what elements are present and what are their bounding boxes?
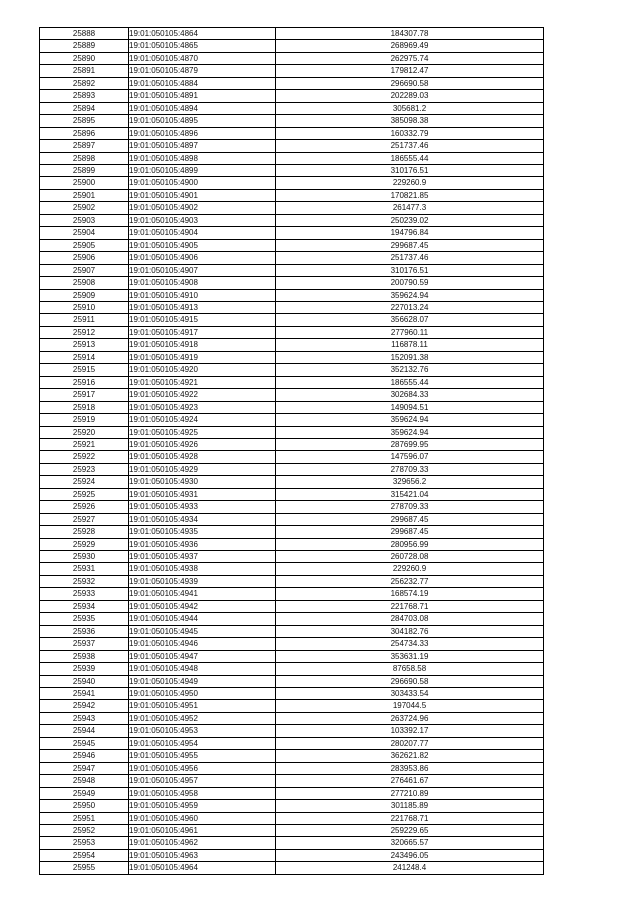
cadastral-number-cell: 19:01:050105:4956 xyxy=(129,762,276,774)
amount-cell: 277960.11 xyxy=(276,326,544,338)
cadastral-number-cell: 19:01:050105:4922 xyxy=(129,389,276,401)
row-number-cell: 25925 xyxy=(40,488,129,500)
row-number-cell: 25893 xyxy=(40,90,129,102)
amount-cell: 305681.2 xyxy=(276,102,544,114)
cadastral-number-cell: 19:01:050105:4884 xyxy=(129,77,276,89)
row-number-cell: 25943 xyxy=(40,712,129,724)
amount-cell: 254734.33 xyxy=(276,638,544,650)
amount-cell: 194796.84 xyxy=(276,227,544,239)
cadastral-number-cell: 19:01:050105:4959 xyxy=(129,800,276,812)
row-number-cell: 25941 xyxy=(40,688,129,700)
cadastral-number-cell: 19:01:050105:4906 xyxy=(129,252,276,264)
cadastral-number-cell: 19:01:050105:4894 xyxy=(129,102,276,114)
amount-cell: 261477.3 xyxy=(276,202,544,214)
amount-cell: 221768.71 xyxy=(276,812,544,824)
cadastral-number-cell: 19:01:050105:4929 xyxy=(129,463,276,475)
row-number-cell: 25926 xyxy=(40,501,129,513)
row-number-cell: 25942 xyxy=(40,700,129,712)
cadastral-number-cell: 19:01:050105:4891 xyxy=(129,90,276,102)
amount-cell: 299687.45 xyxy=(276,526,544,538)
row-number-cell: 25947 xyxy=(40,762,129,774)
row-number-cell: 25938 xyxy=(40,650,129,662)
cadastral-number-cell: 19:01:050105:4921 xyxy=(129,376,276,388)
row-number-cell: 25904 xyxy=(40,227,129,239)
cadastral-number-cell: 19:01:050105:4931 xyxy=(129,488,276,500)
row-number-cell: 25944 xyxy=(40,725,129,737)
table-row xyxy=(40,414,544,426)
cadastral-number-cell: 19:01:050105:4938 xyxy=(129,563,276,575)
cadastral-number-cell: 19:01:050105:4951 xyxy=(129,700,276,712)
cadastral-number-cell: 19:01:050105:4928 xyxy=(129,451,276,463)
table-row xyxy=(40,837,544,849)
table-row xyxy=(40,526,544,538)
table-row xyxy=(40,463,544,475)
table-row xyxy=(40,513,544,525)
table-row xyxy=(40,775,544,787)
row-number-cell: 25914 xyxy=(40,351,129,363)
amount-cell: 299687.45 xyxy=(276,513,544,525)
cadastral-number-cell: 19:01:050105:4915 xyxy=(129,314,276,326)
cadastral-number-cell: 19:01:050105:4949 xyxy=(129,675,276,687)
table-row xyxy=(40,551,544,563)
row-number-cell: 25888 xyxy=(40,28,129,40)
table-row xyxy=(40,376,544,388)
row-number-cell: 25940 xyxy=(40,675,129,687)
row-number-cell: 25900 xyxy=(40,177,129,189)
amount-cell: 284703.08 xyxy=(276,613,544,625)
table-row xyxy=(40,849,544,861)
table-row xyxy=(40,825,544,837)
row-number-cell: 25896 xyxy=(40,127,129,139)
cadastral-number-cell: 19:01:050105:4954 xyxy=(129,737,276,749)
amount-cell: 179812.47 xyxy=(276,65,544,77)
row-number-cell: 25899 xyxy=(40,164,129,176)
cadastral-number-cell: 19:01:050105:4945 xyxy=(129,625,276,637)
amount-cell: 263724.96 xyxy=(276,712,544,724)
row-number-cell: 25911 xyxy=(40,314,129,326)
table-row xyxy=(40,688,544,700)
row-number-cell: 25894 xyxy=(40,102,129,114)
row-number-cell: 25950 xyxy=(40,800,129,812)
cadastral-number-cell: 19:01:050105:4941 xyxy=(129,588,276,600)
cadastral-number-cell: 19:01:050105:4953 xyxy=(129,725,276,737)
row-number-cell: 25937 xyxy=(40,638,129,650)
table-row xyxy=(40,140,544,152)
table-row xyxy=(40,252,544,264)
cadastral-number-cell: 19:01:050105:4963 xyxy=(129,849,276,861)
cadastral-number-cell: 19:01:050105:4905 xyxy=(129,239,276,251)
amount-cell: 268969.49 xyxy=(276,40,544,52)
cadastral-number-cell: 19:01:050105:4864 xyxy=(129,28,276,40)
row-number-cell: 25951 xyxy=(40,812,129,824)
amount-cell: 260728.08 xyxy=(276,551,544,563)
table-row xyxy=(40,301,544,313)
cadastral-number-cell: 19:01:050105:4964 xyxy=(129,862,276,874)
table-row xyxy=(40,812,544,824)
amount-cell: 116878.11 xyxy=(276,339,544,351)
row-number-cell: 25913 xyxy=(40,339,129,351)
table-row xyxy=(40,800,544,812)
cadastral-number-cell: 19:01:050105:4901 xyxy=(129,189,276,201)
amount-cell: 103392.17 xyxy=(276,725,544,737)
table-row xyxy=(40,750,544,762)
table-row xyxy=(40,625,544,637)
cadastral-number-cell: 19:01:050105:4944 xyxy=(129,613,276,625)
cadastral-number-cell: 19:01:050105:4942 xyxy=(129,600,276,612)
cadastral-number-cell: 19:01:050105:4930 xyxy=(129,476,276,488)
table-row xyxy=(40,787,544,799)
cadastral-number-cell: 19:01:050105:4939 xyxy=(129,575,276,587)
cadastral-number-cell: 19:01:050105:4934 xyxy=(129,513,276,525)
table-row xyxy=(40,389,544,401)
table-row xyxy=(40,189,544,201)
cadastral-number-cell: 19:01:050105:4903 xyxy=(129,214,276,226)
amount-cell: 359624.94 xyxy=(276,289,544,301)
amount-cell: 299687.45 xyxy=(276,239,544,251)
row-number-cell: 25908 xyxy=(40,277,129,289)
cadastral-number-cell: 19:01:050105:4957 xyxy=(129,775,276,787)
amount-cell: 280207.77 xyxy=(276,737,544,749)
amount-cell: 359624.94 xyxy=(276,414,544,426)
table-row xyxy=(40,638,544,650)
row-number-cell: 25918 xyxy=(40,401,129,413)
table-row xyxy=(40,451,544,463)
table-row xyxy=(40,563,544,575)
cadastral-number-cell: 19:01:050105:4898 xyxy=(129,152,276,164)
amount-cell: 320665.57 xyxy=(276,837,544,849)
amount-cell: 296690.58 xyxy=(276,77,544,89)
row-number-cell: 25916 xyxy=(40,376,129,388)
table-row xyxy=(40,52,544,64)
table-row xyxy=(40,575,544,587)
cadastral-number-cell: 19:01:050105:4958 xyxy=(129,787,276,799)
amount-cell: 277210.89 xyxy=(276,787,544,799)
row-number-cell: 25906 xyxy=(40,252,129,264)
row-number-cell: 25936 xyxy=(40,625,129,637)
table-row xyxy=(40,277,544,289)
row-number-cell: 25929 xyxy=(40,538,129,550)
amount-cell: 278709.33 xyxy=(276,463,544,475)
row-number-cell: 25901 xyxy=(40,189,129,201)
table-row xyxy=(40,476,544,488)
amount-cell: 280956.99 xyxy=(276,538,544,550)
table-row xyxy=(40,102,544,114)
row-number-cell: 25917 xyxy=(40,389,129,401)
row-number-cell: 25903 xyxy=(40,214,129,226)
table-row xyxy=(40,40,544,52)
cadastral-number-cell: 19:01:050105:4900 xyxy=(129,177,276,189)
table-row xyxy=(40,28,544,40)
table-row xyxy=(40,177,544,189)
amount-cell: 200790.59 xyxy=(276,277,544,289)
row-number-cell: 25935 xyxy=(40,613,129,625)
amount-cell: 186555.44 xyxy=(276,376,544,388)
table-row xyxy=(40,538,544,550)
amount-cell: 251737.46 xyxy=(276,140,544,152)
amount-cell: 184307.78 xyxy=(276,28,544,40)
row-number-cell: 25923 xyxy=(40,463,129,475)
cadastral-number-cell: 19:01:050105:4919 xyxy=(129,351,276,363)
table-row xyxy=(40,700,544,712)
amount-cell: 229260.9 xyxy=(276,563,544,575)
amount-cell: 259229.65 xyxy=(276,825,544,837)
amount-cell: 87658.58 xyxy=(276,663,544,675)
table-row xyxy=(40,426,544,438)
cadastral-number-cell: 19:01:050105:4899 xyxy=(129,164,276,176)
row-number-cell: 25890 xyxy=(40,52,129,64)
amount-cell: 250239.02 xyxy=(276,214,544,226)
amount-cell: 227013.24 xyxy=(276,301,544,313)
cadastral-number-cell: 19:01:050105:4955 xyxy=(129,750,276,762)
cadastral-number-cell: 19:01:050105:4920 xyxy=(129,364,276,376)
amount-cell: 283953.86 xyxy=(276,762,544,774)
row-number-cell: 25907 xyxy=(40,264,129,276)
cadastral-number-cell: 19:01:050105:4948 xyxy=(129,663,276,675)
row-number-cell: 25945 xyxy=(40,737,129,749)
amount-cell: 353631.19 xyxy=(276,650,544,662)
amount-cell: 147596.07 xyxy=(276,451,544,463)
cadastral-number-cell: 19:01:050105:4935 xyxy=(129,526,276,538)
cadastral-number-cell: 19:01:050105:4936 xyxy=(129,538,276,550)
row-number-cell: 25919 xyxy=(40,414,129,426)
amount-cell: 276461.67 xyxy=(276,775,544,787)
table-row xyxy=(40,202,544,214)
amount-cell: 170821.85 xyxy=(276,189,544,201)
amount-cell: 160332.79 xyxy=(276,127,544,139)
table-row xyxy=(40,314,544,326)
amount-cell: 359624.94 xyxy=(276,426,544,438)
row-number-cell: 25928 xyxy=(40,526,129,538)
table-row xyxy=(40,264,544,276)
amount-cell: 303433.54 xyxy=(276,688,544,700)
table-row xyxy=(40,501,544,513)
row-number-cell: 25891 xyxy=(40,65,129,77)
row-number-cell: 25924 xyxy=(40,476,129,488)
cadastral-number-cell: 19:01:050105:4913 xyxy=(129,301,276,313)
table-row xyxy=(40,438,544,450)
amount-cell: 356628.07 xyxy=(276,314,544,326)
amount-cell: 296690.58 xyxy=(276,675,544,687)
table-row xyxy=(40,364,544,376)
cadastral-number-cell: 19:01:050105:4937 xyxy=(129,551,276,563)
table-body xyxy=(40,28,544,875)
row-number-cell: 25905 xyxy=(40,239,129,251)
table-row xyxy=(40,127,544,139)
amount-cell: 243496.05 xyxy=(276,849,544,861)
row-number-cell: 25939 xyxy=(40,663,129,675)
row-number-cell: 25889 xyxy=(40,40,129,52)
table-row xyxy=(40,289,544,301)
cadastral-number-cell: 19:01:050105:4879 xyxy=(129,65,276,77)
table-row xyxy=(40,77,544,89)
amount-cell: 315421.04 xyxy=(276,488,544,500)
table-row xyxy=(40,712,544,724)
row-number-cell: 25920 xyxy=(40,426,129,438)
table-row xyxy=(40,326,544,338)
cadastral-number-cell: 19:01:050105:4904 xyxy=(129,227,276,239)
table-row xyxy=(40,725,544,737)
cadastral-number-cell: 19:01:050105:4961 xyxy=(129,825,276,837)
amount-cell: 168574.19 xyxy=(276,588,544,600)
cadastral-number-cell: 19:01:050105:4917 xyxy=(129,326,276,338)
table-row xyxy=(40,650,544,662)
amount-cell: 302684.33 xyxy=(276,389,544,401)
amount-cell: 310176.51 xyxy=(276,164,544,176)
row-number-cell: 25902 xyxy=(40,202,129,214)
amount-cell: 304182.76 xyxy=(276,625,544,637)
row-number-cell: 25952 xyxy=(40,825,129,837)
amount-cell: 301185.89 xyxy=(276,800,544,812)
cadastral-number-cell: 19:01:050105:4950 xyxy=(129,688,276,700)
amount-cell: 262975.74 xyxy=(276,52,544,64)
amount-cell: 256232.77 xyxy=(276,575,544,587)
row-number-cell: 25909 xyxy=(40,289,129,301)
row-number-cell: 25954 xyxy=(40,849,129,861)
cadastral-number-cell: 19:01:050105:4870 xyxy=(129,52,276,64)
row-number-cell: 25930 xyxy=(40,551,129,563)
amount-cell: 362621.82 xyxy=(276,750,544,762)
row-number-cell: 25910 xyxy=(40,301,129,313)
amount-cell: 329656.2 xyxy=(276,476,544,488)
cadastral-number-cell: 19:01:050105:4896 xyxy=(129,127,276,139)
table-row xyxy=(40,588,544,600)
table-row xyxy=(40,227,544,239)
table-row xyxy=(40,152,544,164)
table-row xyxy=(40,214,544,226)
cadastral-number-cell: 19:01:050105:4865 xyxy=(129,40,276,52)
table-row xyxy=(40,862,544,874)
table-row xyxy=(40,351,544,363)
amount-cell: 241248.4 xyxy=(276,862,544,874)
row-number-cell: 25922 xyxy=(40,451,129,463)
cadastral-number-cell: 19:01:050105:4897 xyxy=(129,140,276,152)
table-row xyxy=(40,164,544,176)
cadastral-number-cell: 19:01:050105:4933 xyxy=(129,501,276,513)
row-number-cell: 25946 xyxy=(40,750,129,762)
row-number-cell: 25931 xyxy=(40,563,129,575)
cadastral-number-cell: 19:01:050105:4946 xyxy=(129,638,276,650)
table-row xyxy=(40,488,544,500)
table-row xyxy=(40,613,544,625)
cadastral-number-cell: 19:01:050105:4918 xyxy=(129,339,276,351)
table-row xyxy=(40,339,544,351)
amount-cell: 202289.03 xyxy=(276,90,544,102)
row-number-cell: 25921 xyxy=(40,438,129,450)
amount-cell: 278709.33 xyxy=(276,501,544,513)
cadastral-number-cell: 19:01:050105:4925 xyxy=(129,426,276,438)
amount-cell: 152091.38 xyxy=(276,351,544,363)
row-number-cell: 25897 xyxy=(40,140,129,152)
amount-cell: 251737.46 xyxy=(276,252,544,264)
cadastral-number-cell: 19:01:050105:4924 xyxy=(129,414,276,426)
cadastral-number-cell: 19:01:050105:4923 xyxy=(129,401,276,413)
amount-cell: 221768.71 xyxy=(276,600,544,612)
data-table xyxy=(39,27,544,875)
table-row xyxy=(40,737,544,749)
row-number-cell: 25934 xyxy=(40,600,129,612)
row-number-cell: 25892 xyxy=(40,77,129,89)
cadastral-number-cell: 19:01:050105:4926 xyxy=(129,438,276,450)
amount-cell: 197044.5 xyxy=(276,700,544,712)
table-row xyxy=(40,663,544,675)
row-number-cell: 25915 xyxy=(40,364,129,376)
table-row xyxy=(40,90,544,102)
row-number-cell: 25895 xyxy=(40,115,129,127)
amount-cell: 310176.51 xyxy=(276,264,544,276)
row-number-cell: 25933 xyxy=(40,588,129,600)
table-row xyxy=(40,115,544,127)
row-number-cell: 25927 xyxy=(40,513,129,525)
cadastral-number-cell: 19:01:050105:4910 xyxy=(129,289,276,301)
table-row xyxy=(40,239,544,251)
cadastral-number-cell: 19:01:050105:4902 xyxy=(129,202,276,214)
cadastral-number-cell: 19:01:050105:4952 xyxy=(129,712,276,724)
row-number-cell: 25953 xyxy=(40,837,129,849)
cadastral-number-cell: 19:01:050105:4895 xyxy=(129,115,276,127)
table-row xyxy=(40,762,544,774)
amount-cell: 229260.9 xyxy=(276,177,544,189)
table-row xyxy=(40,401,544,413)
row-number-cell: 25898 xyxy=(40,152,129,164)
row-number-cell: 25948 xyxy=(40,775,129,787)
table-row xyxy=(40,600,544,612)
amount-cell: 385098.38 xyxy=(276,115,544,127)
cadastral-number-cell: 19:01:050105:4907 xyxy=(129,264,276,276)
amount-cell: 149094.51 xyxy=(276,401,544,413)
table-row xyxy=(40,675,544,687)
cadastral-number-cell: 19:01:050105:4962 xyxy=(129,837,276,849)
row-number-cell: 25912 xyxy=(40,326,129,338)
amount-cell: 186555.44 xyxy=(276,152,544,164)
row-number-cell: 25949 xyxy=(40,787,129,799)
cadastral-number-cell: 19:01:050105:4947 xyxy=(129,650,276,662)
row-number-cell: 25955 xyxy=(40,862,129,874)
amount-cell: 287699.95 xyxy=(276,438,544,450)
cadastral-number-cell: 19:01:050105:4908 xyxy=(129,277,276,289)
cadastral-number-cell: 19:01:050105:4960 xyxy=(129,812,276,824)
row-number-cell: 25932 xyxy=(40,575,129,587)
amount-cell: 352132.76 xyxy=(276,364,544,376)
table-row xyxy=(40,65,544,77)
